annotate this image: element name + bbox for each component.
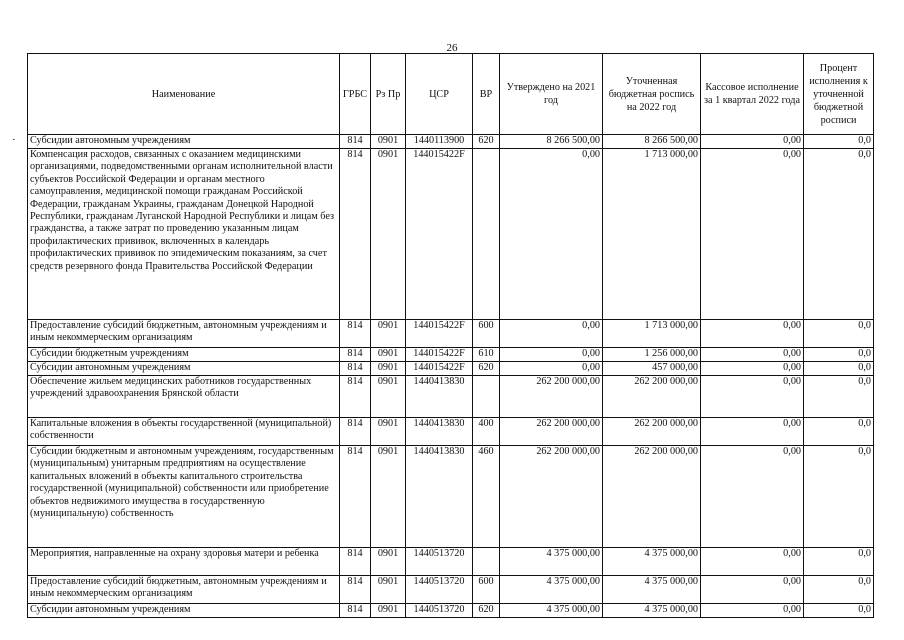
cell-percent: 0,0 (804, 576, 874, 604)
table-row (28, 362, 874, 376)
cell-grbs: 814 (340, 576, 371, 604)
cell-rzpr: 0901 (371, 418, 406, 446)
header-vr: ВР (473, 54, 500, 135)
table-row (28, 376, 874, 418)
cell-grbs: 814 (340, 135, 371, 149)
cell-percent: 0,0 (804, 320, 874, 348)
cell-cash: 0,00 (701, 376, 804, 418)
cell-csr: 144015422F (406, 149, 473, 320)
cell-cash: 0,00 (701, 548, 804, 576)
cell-name: Предоставление субсидий бюджетным, автономным учреждениям и иным некоммерческим организациям (28, 576, 340, 604)
cell-csr: 1440513720 (406, 576, 473, 604)
cell-csr: 1440513720 (406, 604, 473, 618)
cell-cash: 0,00 (701, 418, 804, 446)
header-rzpr: Рз Пр (371, 54, 406, 135)
cell-rzpr: 0901 (371, 376, 406, 418)
cell-cash: 0,00 (701, 576, 804, 604)
cell-csr: 1440413830 (406, 418, 473, 446)
cell-refined: 4 375 000,00 (603, 548, 701, 576)
cell-approved: 4 375 000,00 (500, 604, 603, 618)
cell-grbs: 814 (340, 320, 371, 348)
header-approved: Утверждено на 2021 год (500, 54, 603, 135)
margin-dot: · (12, 134, 16, 146)
cell-rzpr: 0901 (371, 604, 406, 618)
header-row (28, 54, 874, 135)
cell-rzpr: 0901 (371, 548, 406, 576)
cell-csr: 1440413830 (406, 446, 473, 548)
cell-cash: 0,00 (701, 604, 804, 618)
cell-csr: 144015422F (406, 362, 473, 376)
cell-name: Предоставление субсидий бюджетным, автономным учреждениям и иным некоммерческим организациям (28, 320, 340, 348)
cell-grbs: 814 (340, 362, 371, 376)
cell-rzpr: 0901 (371, 362, 406, 376)
cell-cash: 0,00 (701, 362, 804, 376)
cell-percent: 0,0 (804, 446, 874, 548)
cell-grbs: 814 (340, 149, 371, 320)
cell-csr: 1440513720 (406, 548, 473, 576)
table-row (28, 576, 874, 604)
cell-refined: 1 713 000,00 (603, 149, 701, 320)
cell-refined: 8 266 500,00 (603, 135, 701, 149)
cell-rzpr: 0901 (371, 135, 406, 149)
cell-approved: 4 375 000,00 (500, 576, 603, 604)
cell-rzpr: 0901 (371, 576, 406, 604)
cell-name: Субсидии автономным учреждениям (28, 135, 340, 149)
cell-grbs: 814 (340, 604, 371, 618)
cell-vr: 460 (473, 446, 500, 548)
cell-cash: 0,00 (701, 149, 804, 320)
cell-cash: 0,00 (701, 446, 804, 548)
table-row (28, 548, 874, 576)
header-name: Наименование (28, 54, 340, 135)
cell-grbs: 814 (340, 418, 371, 446)
cell-percent: 0,0 (804, 149, 874, 320)
cell-name: Субсидии автономным учреждениям (28, 362, 340, 376)
cell-refined: 4 375 000,00 (603, 576, 701, 604)
cell-approved: 0,00 (500, 362, 603, 376)
cell-grbs: 814 (340, 548, 371, 576)
cell-vr (473, 376, 500, 418)
cell-approved: 0,00 (500, 320, 603, 348)
cell-name: Компенсация расходов, связанных с оказанием медицинскими организациями, подведомственными органам исполнительной власти субъектов Российской Федерации и органам местного самоуправления, медицинской помощи гражданам Российской Федерации, гражданам Украины, гражданам Донецкой Народной Республики, гражданам Луганской Народной Республики и лицам без гражданства, а также затрат по проведению указанным лицам профилактических прививок, включенных в календарь профилактических прививок по эпидемическим показаниям, за счет средств резервного фонда Правительства Российской Федерации (28, 149, 340, 320)
table-row (28, 149, 874, 320)
budget-table (27, 53, 874, 618)
cell-rzpr: 0901 (371, 320, 406, 348)
cell-refined: 262 200 000,00 (603, 446, 701, 548)
cell-approved: 4 375 000,00 (500, 548, 603, 576)
cell-grbs: 814 (340, 446, 371, 548)
header-percent: Процент исполнения к уточненной бюджетной росписи (804, 54, 874, 135)
cell-rzpr: 0901 (371, 446, 406, 548)
cell-refined: 262 200 000,00 (603, 418, 701, 446)
cell-vr: 600 (473, 320, 500, 348)
cell-rzpr: 0901 (371, 149, 406, 320)
cell-approved: 262 200 000,00 (500, 376, 603, 418)
cell-name: Субсидии автономным учреждениям (28, 604, 340, 618)
cell-csr: 144015422F (406, 348, 473, 362)
cell-refined: 1 713 000,00 (603, 320, 701, 348)
cell-csr: 144015422F (406, 320, 473, 348)
cell-percent: 0,0 (804, 548, 874, 576)
cell-approved: 8 266 500,00 (500, 135, 603, 149)
table-row (28, 348, 874, 362)
cell-approved: 0,00 (500, 348, 603, 362)
cell-vr: 610 (473, 348, 500, 362)
cell-cash: 0,00 (701, 320, 804, 348)
cell-csr: 1440413830 (406, 376, 473, 418)
cell-vr: 620 (473, 135, 500, 149)
cell-refined: 262 200 000,00 (603, 376, 701, 418)
cell-percent: 0,0 (804, 135, 874, 149)
table-row (28, 320, 874, 348)
cell-percent: 0,0 (804, 604, 874, 618)
cell-csr: 1440113900 (406, 135, 473, 149)
cell-name: Субсидии бюджетным учреждениям (28, 348, 340, 362)
cell-name: Субсидии бюджетным и автономным учреждениям, государственным (муниципальным) унитарным предприятиям на осуществление капитальных вложений в объекты капитального строительства государственной (муниципальной) собственности или приобретение объектов недвижимого имущества в государственную (муниципальную) собственность (28, 446, 340, 548)
cell-percent: 0,0 (804, 362, 874, 376)
header-refined: Уточненная бюджетная роспись на 2022 год (603, 54, 701, 135)
cell-vr (473, 149, 500, 320)
header-grbs: ГРБС (340, 54, 371, 135)
cell-refined: 1 256 000,00 (603, 348, 701, 362)
cell-name: Мероприятия, направленные на охрану здоровья матери и ребенка (28, 548, 340, 576)
cell-approved: 0,00 (500, 149, 603, 320)
cell-vr: 620 (473, 604, 500, 618)
cell-vr: 400 (473, 418, 500, 446)
cell-vr: 600 (473, 576, 500, 604)
header-csr: ЦСР (406, 54, 473, 135)
table-row (28, 604, 874, 618)
cell-percent: 0,0 (804, 418, 874, 446)
cell-approved: 262 200 000,00 (500, 446, 603, 548)
cell-percent: 0,0 (804, 348, 874, 362)
cell-vr (473, 548, 500, 576)
cell-percent: 0,0 (804, 376, 874, 418)
cell-name: Обеспечение жильем медицинских работников государственных учреждений здравоохранения Брянской области (28, 376, 340, 418)
cell-grbs: 814 (340, 376, 371, 418)
table-row (28, 418, 874, 446)
cell-refined: 4 375 000,00 (603, 604, 701, 618)
header-cash: Кассовое исполнение за 1 квартал 2022 года (701, 54, 804, 135)
page-number: 26 (446, 42, 458, 54)
table-row (28, 135, 874, 149)
cell-refined: 457 000,00 (603, 362, 701, 376)
cell-vr: 620 (473, 362, 500, 376)
cell-approved: 262 200 000,00 (500, 418, 603, 446)
table-row (28, 446, 874, 548)
cell-name: Капитальные вложения в объекты государственной (муниципальной) собственности (28, 418, 340, 446)
cell-cash: 0,00 (701, 348, 804, 362)
cell-grbs: 814 (340, 348, 371, 362)
cell-cash: 0,00 (701, 135, 804, 149)
cell-rzpr: 0901 (371, 348, 406, 362)
